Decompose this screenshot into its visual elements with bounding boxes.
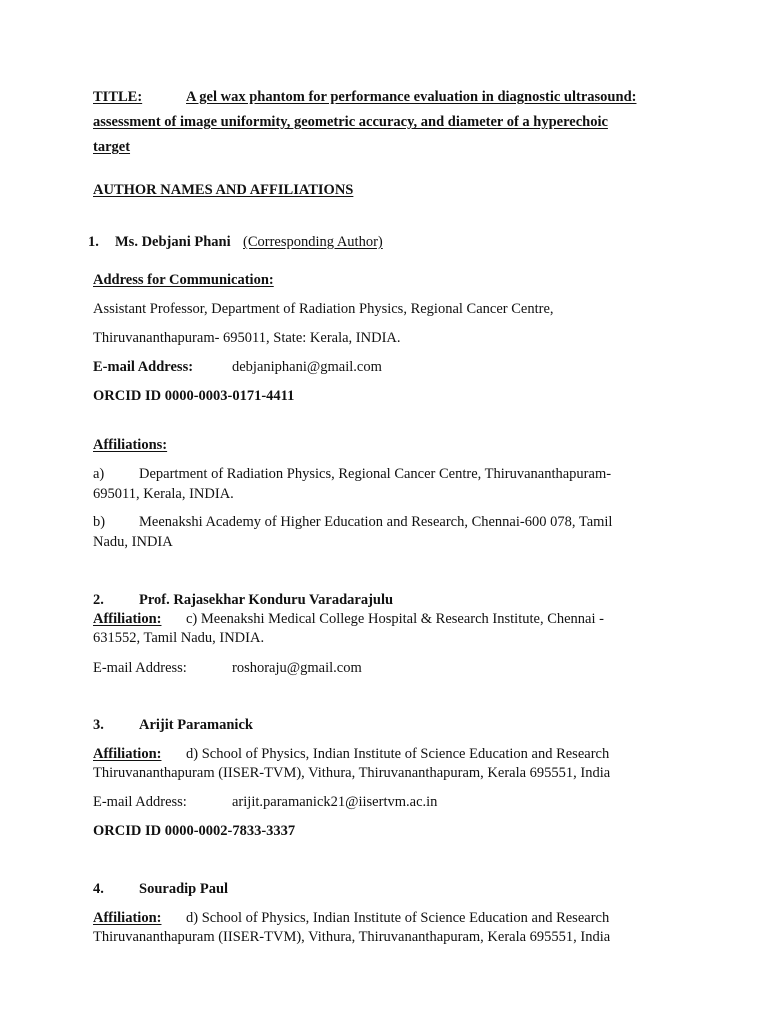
author4-aff-label: Affiliation:: [93, 910, 162, 926]
author4-name: Souradip Paul: [139, 881, 229, 897]
author1-aff-b-line1: Meenakshi Academy of Higher Education and Research, Chennai-600 078, Tamil: [139, 514, 613, 530]
author1-address-line2: Thiruvananthapuram- 695011, State: Kerala, INDIA.: [93, 330, 401, 346]
author1-number: 1.: [88, 234, 99, 250]
author2-number: 2.: [93, 592, 104, 608]
author1-address-line1: Assistant Professor, Department of Radiation Physics, Regional Cancer Centre,: [93, 301, 554, 317]
author3-aff-line2: Thiruvananthapuram (IISER-TVM), Vithura, Thiruvananthapuram, Kerala 695551, India: [93, 765, 611, 781]
author2-email[interactable]: roshoraju@gmail.com: [232, 660, 362, 676]
author4-aff-line2: Thiruvananthapuram (IISER-TVM), Vithura, Thiruvananthapuram, Kerala 695551, India: [93, 929, 611, 945]
author4-number: 4.: [93, 881, 104, 897]
author2-aff-line1: c) Meenakshi Medical College Hospital & Research Institute, Chennai -: [186, 611, 604, 627]
author1-email[interactable]: debjaniphani@gmail.com: [232, 359, 382, 375]
author1-affiliations-heading: Affiliations:: [93, 437, 168, 453]
author1-orcid: ORCID ID 0000-0003-0171-4411: [93, 388, 295, 404]
author1-aff-a-label: a): [93, 466, 105, 482]
author3-aff-line1: d) School of Physics, Indian Institute of Science Education and Research: [186, 746, 610, 762]
author1-address-heading: Address for Communication:: [93, 272, 274, 288]
author3-email-label: E-mail Address:: [93, 794, 187, 810]
author2-email-label: E-mail Address:: [93, 660, 187, 676]
author2-aff-label: Affiliation:: [93, 611, 162, 627]
author1-email-label: E-mail Address:: [93, 359, 194, 375]
author2-name: Prof. Rajasekhar Konduru Varadarajulu: [139, 592, 394, 608]
author1-aff-b-label: b): [93, 514, 106, 530]
author4-aff-line1: d) School of Physics, Indian Institute of Science Education and Research: [186, 910, 610, 926]
author1-name: Ms. Debjani Phani: [115, 234, 231, 250]
author3-aff-label: Affiliation:: [93, 746, 162, 762]
author2-aff-line2: 631552, Tamil Nadu, INDIA.: [93, 630, 265, 646]
author3-number: 3.: [93, 717, 104, 733]
author1-role: (Corresponding Author): [243, 234, 383, 250]
title-line-3: target: [93, 139, 131, 155]
author1-aff-b-line2: Nadu, INDIA: [93, 534, 173, 550]
section-heading: AUTHOR NAMES AND AFFILIATIONS: [93, 182, 354, 198]
author3-name: Arijit Paramanick: [139, 717, 253, 733]
author1-aff-a-line2: 695011, Kerala, INDIA.: [93, 486, 234, 502]
author3-email[interactable]: arijit.paramanick21@iisertvm.ac.in: [232, 794, 438, 810]
author3-orcid: ORCID ID 0000-0002-7833-3337: [93, 823, 296, 839]
title-line-2: assessment of image uniformity, geometric accuracy, and diameter of a hyperechoic: [93, 114, 608, 130]
author1-aff-a-line1: Department of Radiation Physics, Regional Cancer Centre, Thiruvananthapuram-: [139, 466, 612, 482]
title-line-1: A gel wax phantom for performance evaluation in diagnostic ultrasound:: [186, 89, 637, 105]
title-label: TITLE:: [93, 89, 143, 105]
